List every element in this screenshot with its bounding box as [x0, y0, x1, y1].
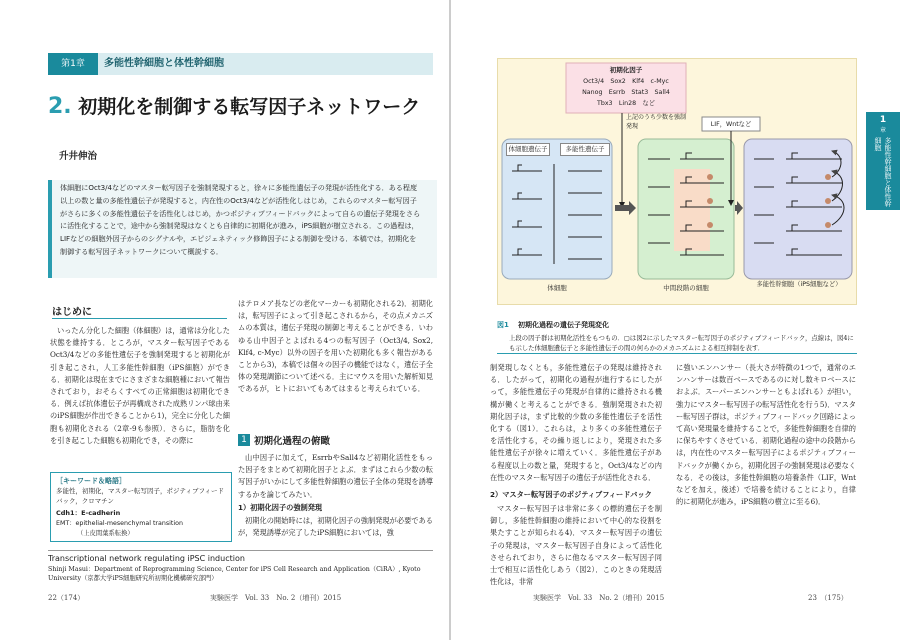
abbr-cdh1: Cdh1：E-cadherin: [56, 509, 121, 517]
side-tab-text: 多能性幹細胞と体性幹細胞: [874, 137, 892, 207]
figure-caption: [497, 312, 857, 353]
figure-1: [497, 58, 857, 305]
caption-title: 初期化過程の遺伝子発現変化: [517, 321, 609, 329]
keywords-box: [50, 472, 232, 542]
keywords-heading: ［キーワード＆略語］: [56, 477, 126, 485]
intro-heading: はじめに: [52, 307, 92, 318]
spine-divider: [449, 0, 451, 640]
footer-left-page: 22（174）: [48, 594, 85, 602]
feedback-highlight: [674, 169, 710, 251]
article-number: 2.: [48, 94, 72, 119]
factors-row3: Tbx3 Lin28 など: [596, 100, 656, 107]
article-title-text: 初期化を制御する転写因子ネットワーク: [78, 96, 421, 118]
stage-intermediate-label: 中間段階の細胞: [663, 284, 709, 292]
col2-top-text: はテロメア長などの老化マーカーも初期化される2)．初期化は，転写因子によって引き起こされるから，その点メカニズムの本質は，遺伝子発現の制御と考えることができる．いわゆる山中因子とよばれる4つの転写因子（Oct3/4, Sox2, Klf4, c-Myc）以外の因子を用いた初期化も多く報告があることから3)，本稿では個々の因子の機能ではなく，遺伝子全体の発現調節について述べる．主にマウスを用いた解析知見であるが，ヒトにおいてもあてはまると考えられている．: [238, 299, 433, 394]
keywords-terms: 多能性，初期化，マスター転写因子，ポジティブフィードバック，クロマチン: [56, 487, 224, 505]
somatic-genes-label: 体細胞遺伝子: [506, 143, 550, 156]
pluri-genes-label: 多能性遺伝子: [560, 143, 610, 156]
abbr-emt: EMT：epithelial-mesenchymal transition: [56, 520, 183, 527]
lif-label: LIF，Wntなど: [710, 121, 752, 128]
factors-row1: Oct3/4 Sox2 Klf4 c-Myc: [583, 78, 669, 85]
section1-sub1-body: 初期化の開始時には，初期化因子の強制発現が必要であるが，発現誘導が完了したiPS細胞においては，強: [238, 516, 433, 538]
forced-expression-label: 上記のうち少数を強制発現: [626, 114, 687, 130]
pluripotent-cell-box: [744, 139, 852, 279]
section1-title: 初期化過程の俯瞰: [254, 436, 331, 447]
abstract-box: [48, 180, 437, 278]
side-tab-number: 1: [879, 115, 887, 125]
chapter-side-tab: [866, 112, 900, 210]
author-name: 升井伸治: [59, 151, 98, 162]
footer-right-page: 23 （175）: [808, 594, 848, 602]
section1-number: 1: [238, 434, 250, 446]
abbr-emt-jp: （上皮間葉系転換）: [77, 530, 134, 537]
col3-text: 制発現しなくとも，多能性遺伝子の発現は維持される．したがって，初期化の過程が進行するにしたがって，多能性遺伝子の発現が自律的に維持される機構が働くと考えることができる．強制発現された初期化因子は，まず比較的少数の多能性遺伝子を活性化する（図1）．これらは，より多くの多能性遺伝子を活性化する，その繰り返しにより，発現された多能性遺伝子が徐々に増えていく．多能性遺伝子がある程度以上の数と量，発現すると，Oct3/4などの内在性のマスター転写因子の遺伝子が活性化される．: [490, 363, 662, 482]
stage-pluripotent-label: 多能性幹細胞（iPS細胞など）: [756, 281, 842, 288]
english-title: Transcriptional network regulating iPSC induction: [48, 554, 245, 563]
factors-title: 初期化因子: [609, 66, 643, 74]
section1-body: 山中因子に加えて，EsrrbやSall4など初期化活性をもった因子をまとめて初期化因子とよぶ．まずはこれら少数の転写因子がいかにして多能性幹細胞の遺伝子全体の発現を誘導するかを論じてみたい．: [238, 453, 433, 499]
chapter-title: 多能性幹細胞と体性幹細胞: [104, 58, 224, 69]
side-tab-chap: 章: [879, 127, 886, 134]
factors-row2: Nanog Esrrb Stat3 Sall4: [582, 89, 670, 96]
caption-body: 上段の因子群は初期化活性をもつもの．▢は図2に示したマスター転写因子のポジティブフィードバック，点線は，図4にも示した体細胞遺伝子と多能性遺伝子の間の何らかのメカニズムによる相互抑制を表す．: [509, 334, 854, 352]
caption-label: 図1: [497, 321, 509, 329]
footer-left-journal: 実験医学 Vol. 33 No. 2（増刊）2015: [210, 594, 342, 602]
abstract-text: 体細胞にOct3/4などのマスター転写因子を強制発現すると，徐々に多能性遺伝子の発現が活性化する．ある程度以上の数と量の多能性遺伝子が発現すると，内在性のOct3/4などが活性化しはじめ，これらのマスター転写因子がさらに多くの多能性遺伝子を活性化しはじめ，かつポジティブフィードバックによって自らの遺伝子発現をさらに活性化することで，途中から強制発現はなくとも自律的に初期化が進み，iPS細胞が樹立される．この過程は，LIFなどの細胞外因子からのシグナルや，エピジェネティック修飾因子による制御を受ける．本稿では，初期化を制御する転写因子ネットワークについて概説する．: [60, 183, 421, 256]
english-title-rule: [48, 550, 433, 551]
footer-right-journal: 実験医学 Vol. 33 No. 2（増刊）2015: [533, 594, 665, 602]
english-affiliation: Shinji Masui：Department of Reprogramming Science, Center for iPS Cell Research and Application（CiRA）, Kyoto University（京都大学iPS細胞研究所初期化機構研究部門）: [48, 566, 421, 582]
chapter-label: 第1章: [48, 53, 98, 75]
article-title: [48, 92, 420, 119]
section1-sub2-body: マスター転写因子は非常に多くの標的遺伝子を制御し，多能性幹細胞の維持において中心的な役割を果たすことが知られる4)．マスター転写因子の遺伝子の発現は，マスター転写因子自身によって活性化させられており，さらに他なるマスター転写因子同士で相互に活性化しあう（図2）．このときの発現活性化は，非常: [490, 504, 662, 587]
section1-sub2: 2）マスター転写因子のポジティブフィードバック: [490, 490, 652, 499]
caption-rule: [497, 353, 857, 354]
section1-sub1: 1）初期化因子の強制発現: [238, 503, 323, 512]
somatic-cell-box: [502, 139, 612, 279]
col4-text: に強いエンハンサー（長大さが特徴の1つで，通常のエンハンサーは数百ベースであるのに対し数キロベースにおよぶ．スーパーエンハンサーともよばれる）が担い，強力にマスター転写因子の転写活性化を行う5)．マスター転写因子群は，ポジティブフィードバック回路によって高い発現量を維持することで，多能性幹細胞を自律的に保ちやすくさせている．初期化過程の途中の段階からは，内在性のマスター転写因子によるポジティブフィードバックが働くから，初期化因子の強制発現は必要なくなる．その後は，多能性幹細胞の培養条件（LIF，Wntなどを加え，後述）で培養を続けることにより，自律的に初期化が進み，iPS細胞の樹立に至る6)．: [676, 363, 856, 507]
stage-somatic-label: 体細胞: [547, 284, 567, 292]
intro-heading-rule: [52, 318, 227, 319]
intro-body: いったん分化した細胞（体細胞）は，通常は分化した状態を維持する．ところが，マスター転写因子であるOct3/4などの多能性遺伝子を強制発現すると初期化が引き起こされ，人工多能性幹細胞（iPS細胞）ができる．初期化は現在までにさまざまな細胞種において報告されており，おそらくすべての正常細胞は初期化できる．例えば抗体遺伝子が再構成された成熟リンパ球由来のiPS細胞が作出できることから1)，完全に分化した細胞も初期化される（2章-9も参照）．さらに，脂肪を化を引き起こした細胞も初期化でき，その際に: [50, 326, 230, 445]
